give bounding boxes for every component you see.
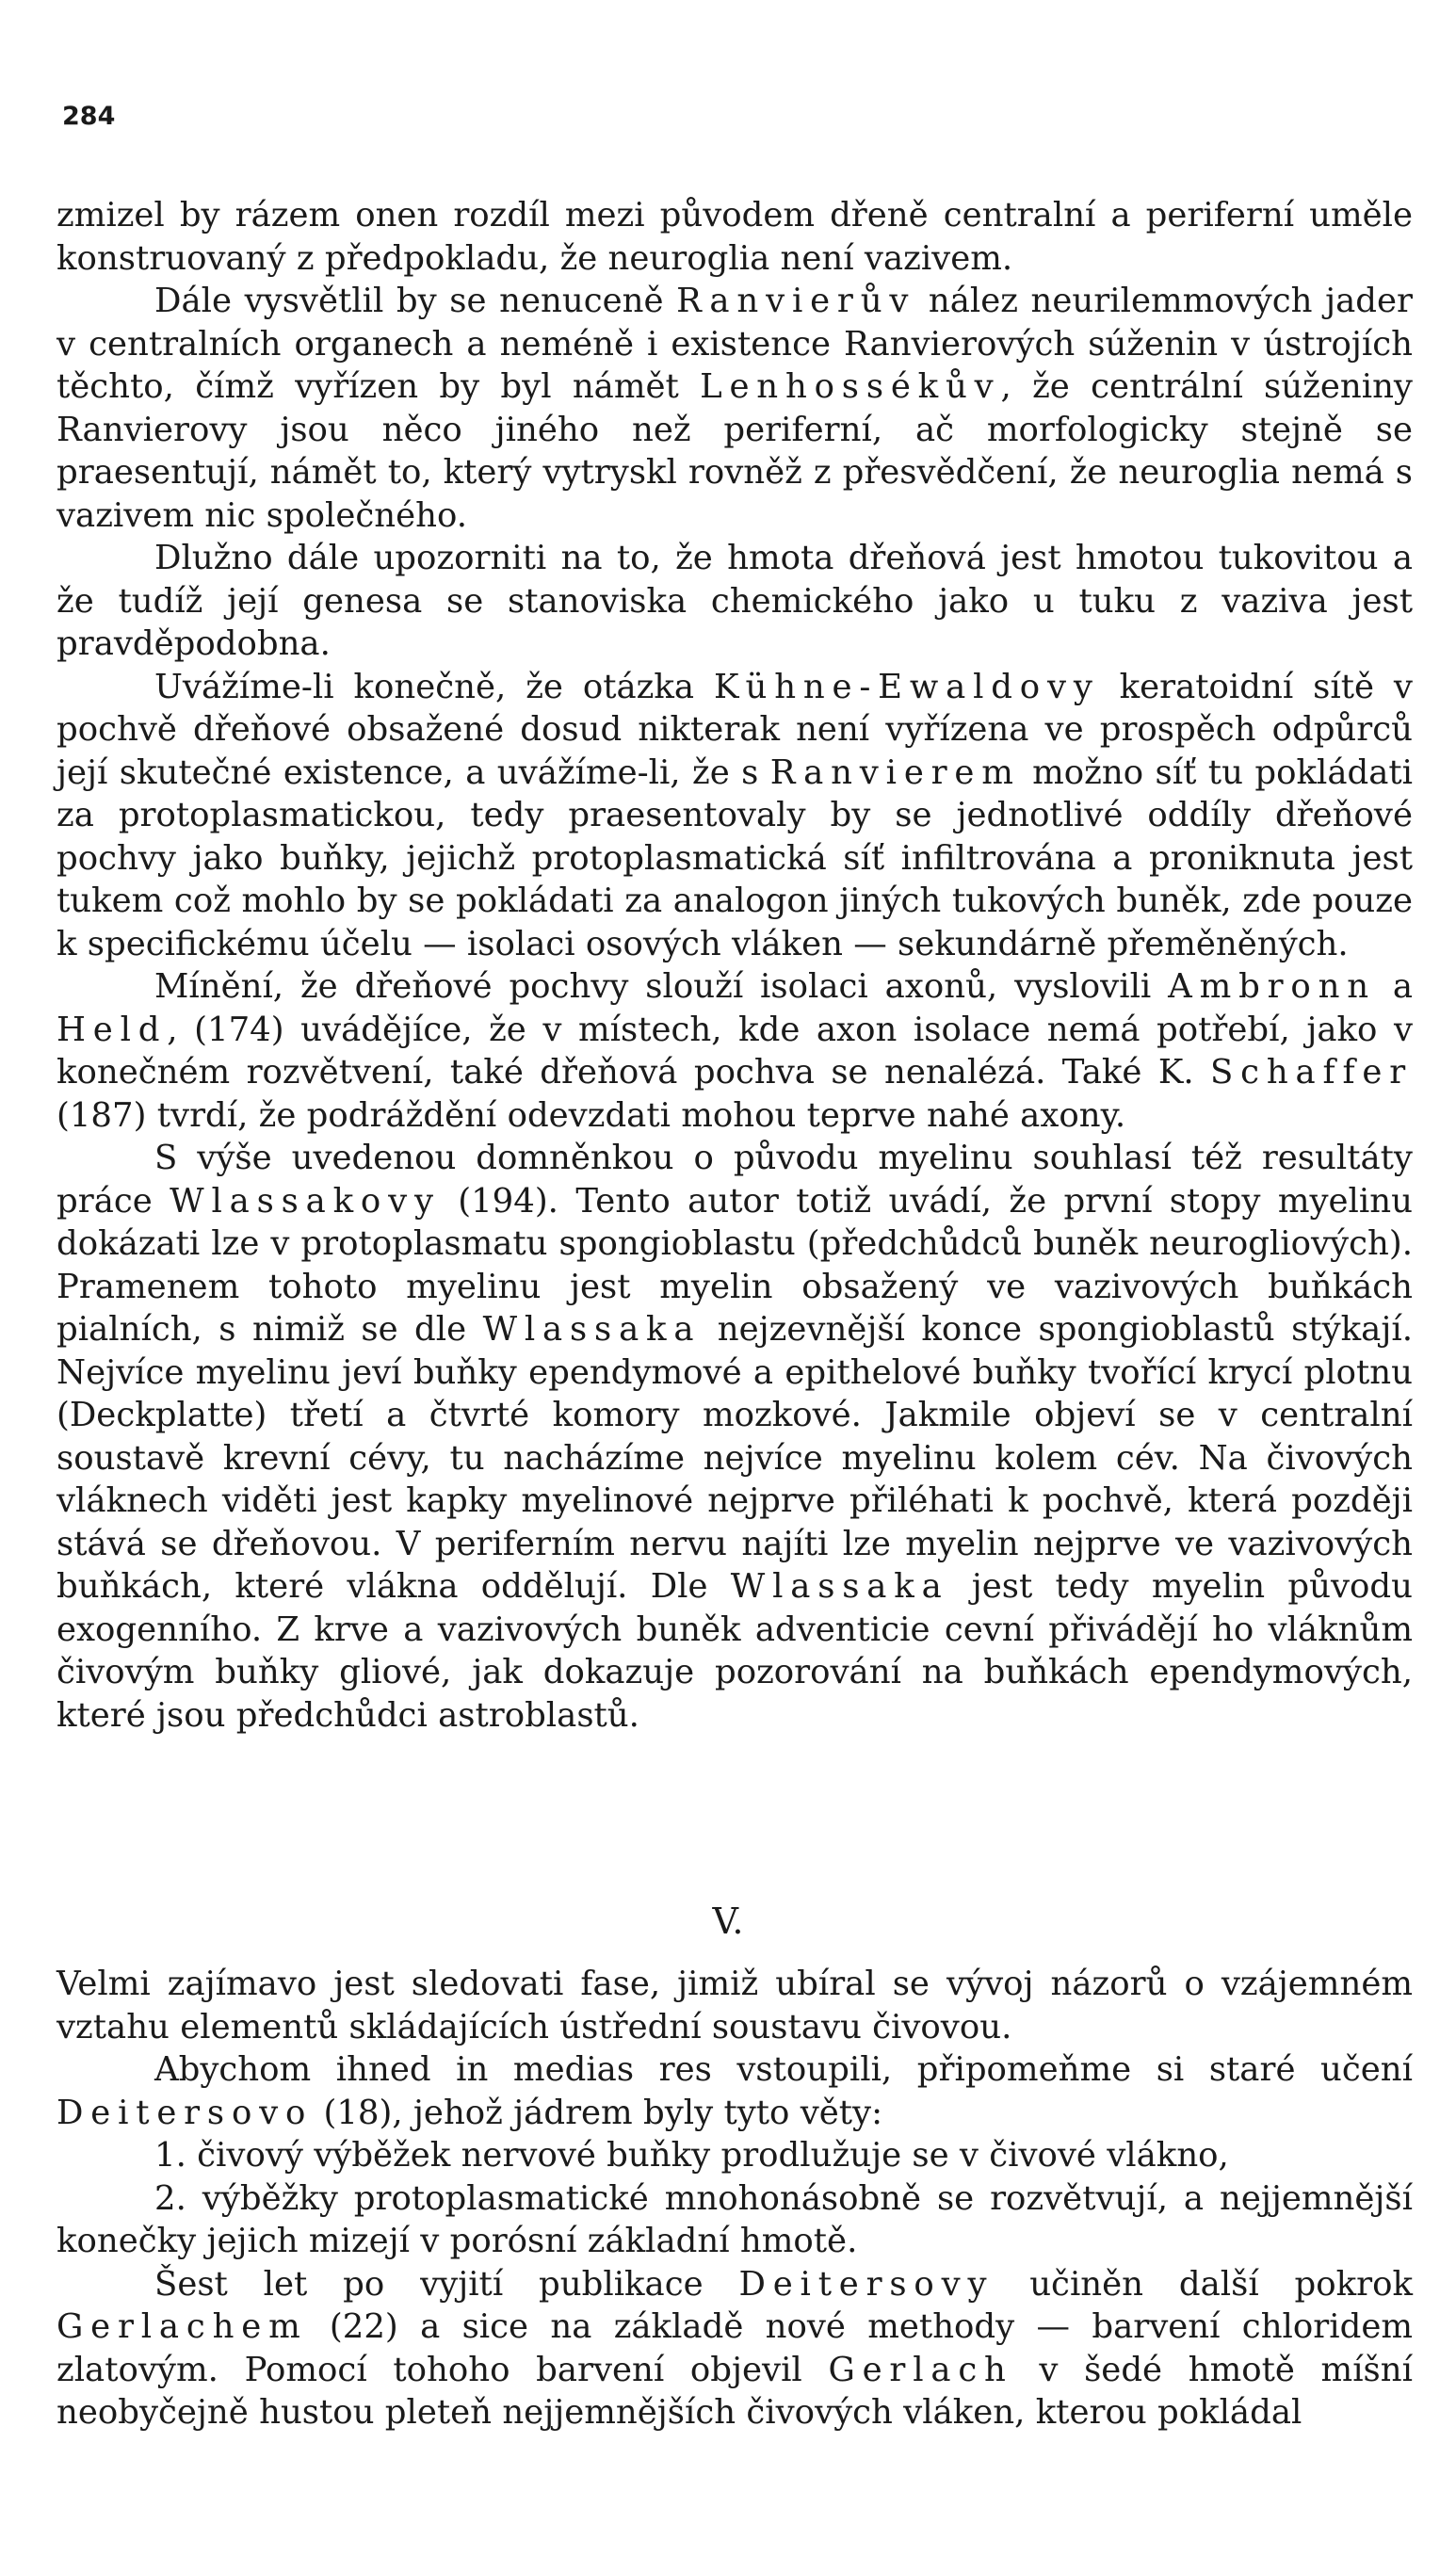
- spaced-author-name: Held: [57, 1010, 168, 1049]
- paragraph: [57, 1963, 1413, 2048]
- text-run: (187) tvrdí, že podráždění odevzdati mohou teprve nahé axony.: [57, 1095, 1126, 1135]
- text-run: S výše uvedenou domněnkou o původu myelinu souhlasí též resultáty práce: [57, 1139, 1413, 1221]
- text-run: Uvážíme-li konečně, že otázka: [154, 667, 714, 706]
- paragraph: [57, 194, 1413, 280]
- spaced-author-name: Kühne-Ewaldovy: [713, 667, 1100, 706]
- paragraph: [57, 965, 1413, 1137]
- text-run: 1. čivový výběžek nervové buňky prodlužuje se v čivové vlákno,: [154, 2136, 1229, 2175]
- text-run: zmizel by rázem onen rozdíl mezi původem dřeně centralní a periferní uměle konstruovaný z předpokladu, že neuroglia není vazivem.: [57, 196, 1413, 278]
- text-run: a: [1375, 967, 1413, 1006]
- text-run: Dlužno dále upozorniti na to, že hmota dřeňová jest hmotou tukovitou a že tudíž její genesa se stanoviska chemického jako u tuku z vaziva jest pravděpodobna.: [57, 539, 1413, 663]
- text-run: Velmi zajímavo jest sledovati fase, jimiž ubíral se vývoj názorů o vzájemném vztahu elementů skládajících ústřední soustavu čivovou.: [57, 1965, 1413, 2046]
- text-run: (194). Tento autor totiž uvádí, že první stopy myelinu dokázati lze v protoplasmatu spongioblastu (předchůdců buněk neurogliových). Pramenem tohoto myelinu jest myelin obsažený ve vazivových buňkách pialních, s nimiž se dle: [57, 1181, 1413, 1349]
- text-run: nález neurilemmových jader v centralních organech a neméně i existence Ranvierových súženin v ústrojích těchto, čímž vyřízen by byl námět: [57, 282, 1413, 406]
- text-run: Dále vysvětlil by se nenuceně: [154, 282, 677, 320]
- spaced-author-name: Lenhossékův: [700, 367, 1001, 406]
- text-run: nejzevnější konce spongioblastů stýkají. Nejvíce myelinu jeví buňky ependymové a epithelové buňky tvořící krycí plotnu (Deckplatte) třetí a čtvrté komory mozkové. Jakmile objeví se v centralní soustavě krevní cévy, tu nacházíme nejvíce myelinu kolem cév. Na čivových vláknech viděti jest kapky myelinové nejprve přiléhati k pochvě, která později stává se dřeňovou. V periferním nervu najíti lze myelin nejprve ve vazivových buňkách, které vlákna oddělují. Dle: [57, 1310, 1413, 1606]
- paragraph: [57, 666, 1413, 966]
- paragraph: [57, 280, 1413, 537]
- text-run: učiněn další pokrok: [994, 2264, 1414, 2304]
- spaced-author-name: Wlassaka: [730, 1567, 949, 1606]
- spaced-author-name: Wlassaka: [482, 1310, 702, 1349]
- body-text-upper: [57, 194, 1413, 1737]
- spaced-author-name: Ranvierem: [769, 752, 1021, 792]
- text-run: možno síť tu pokládati za protoplasmatickou, tedy praesentovaly by se jednotlivé oddíly dřeňové pochvy jako buňky, jejichž protoplasmatická síť infiltrována a proniknuta jest tukem což mohlo by se pokládati za analogon jiných tukových buněk, zde pouze k specifickému účelu — isolaci osových vláken — sekundárně přeměněných.: [57, 752, 1413, 963]
- text-run: Mínění, že dřeňové pochvy slouží isolaci axonů, vyslovili: [154, 967, 1169, 1006]
- spaced-author-name: Gerlachem: [57, 2307, 308, 2346]
- paragraph: [57, 2263, 1413, 2435]
- body-text-lower: [57, 1963, 1413, 2435]
- section-heading: V.: [712, 1901, 744, 1942]
- spaced-author-name: Deitersovo: [57, 2093, 314, 2132]
- paragraph: [57, 537, 1413, 666]
- text-run: jest tedy myelin původu exogenního. Z krve a vazivových buněk adventicie cevní přivádějí ho vláknům čivovým buňky gliové, jak dokazuje pozorování na buňkách ependymových, které jsou předchůdci astroblastů.: [57, 1567, 1413, 1735]
- spaced-author-name: Gerlach: [828, 2350, 1013, 2389]
- text-run: (22) a sice na základě nové methody — barvení chloridem zlatovým. Pomocí tohoho barvení objevil: [57, 2307, 1413, 2389]
- paragraph: [57, 2177, 1413, 2263]
- text-run: keratoidní sítě v pochvě dřeňové obsažené dosud nikterak není vyřízena ve prospěch odpůrců její skutečné existence, a uvážíme-li, že s: [57, 667, 1413, 792]
- spaced-author-name: Ranvierův: [676, 282, 916, 320]
- text-run: v šedé hmotě míšní neobyčejně hustou pleteň nejjemnějších čivových vláken, kterou pokládal: [57, 2350, 1413, 2432]
- spaced-author-name: Deitersovy: [738, 2264, 995, 2304]
- text-run: Šest let po vyjití publikace: [154, 2264, 739, 2304]
- text-run: (18), jehož jádrem byly tyto věty:: [313, 2093, 883, 2132]
- paragraph: [57, 1137, 1413, 1737]
- text-run: 2. výběžky protoplasmatické mnohonásobně se rozvětvují, a nejjemnější konečky jejich mizejí v porósní základní hmotě.: [57, 2178, 1413, 2260]
- spaced-author-name: Wlassakovy: [170, 1181, 441, 1221]
- text-run: Abychom ihned in medias res vstoupili, připomeňme si staré učení: [154, 2050, 1413, 2089]
- spaced-author-name: Schaffer: [1210, 1053, 1413, 1092]
- paragraph: [57, 2048, 1413, 2134]
- page-number: 284: [62, 102, 116, 131]
- text-run: , že centrální súženiny Ranvierovy jsou něco jiného než periferní, ač morfologicky stejně se praesentují, námět to, který vytryskl rovněž z přesvědčení, že neuroglia nemá s vazivem nic společného.: [57, 367, 1413, 535]
- spaced-author-name: Ambronn: [1168, 967, 1376, 1006]
- paragraph: [57, 2134, 1413, 2177]
- text-run: , (174) uvádějíce, že v místech, kde axon isolace nemá potřebí, jako v konečném rozvětvení, také dřeňová pochva se nenalézá. Také K.: [57, 1010, 1413, 1092]
